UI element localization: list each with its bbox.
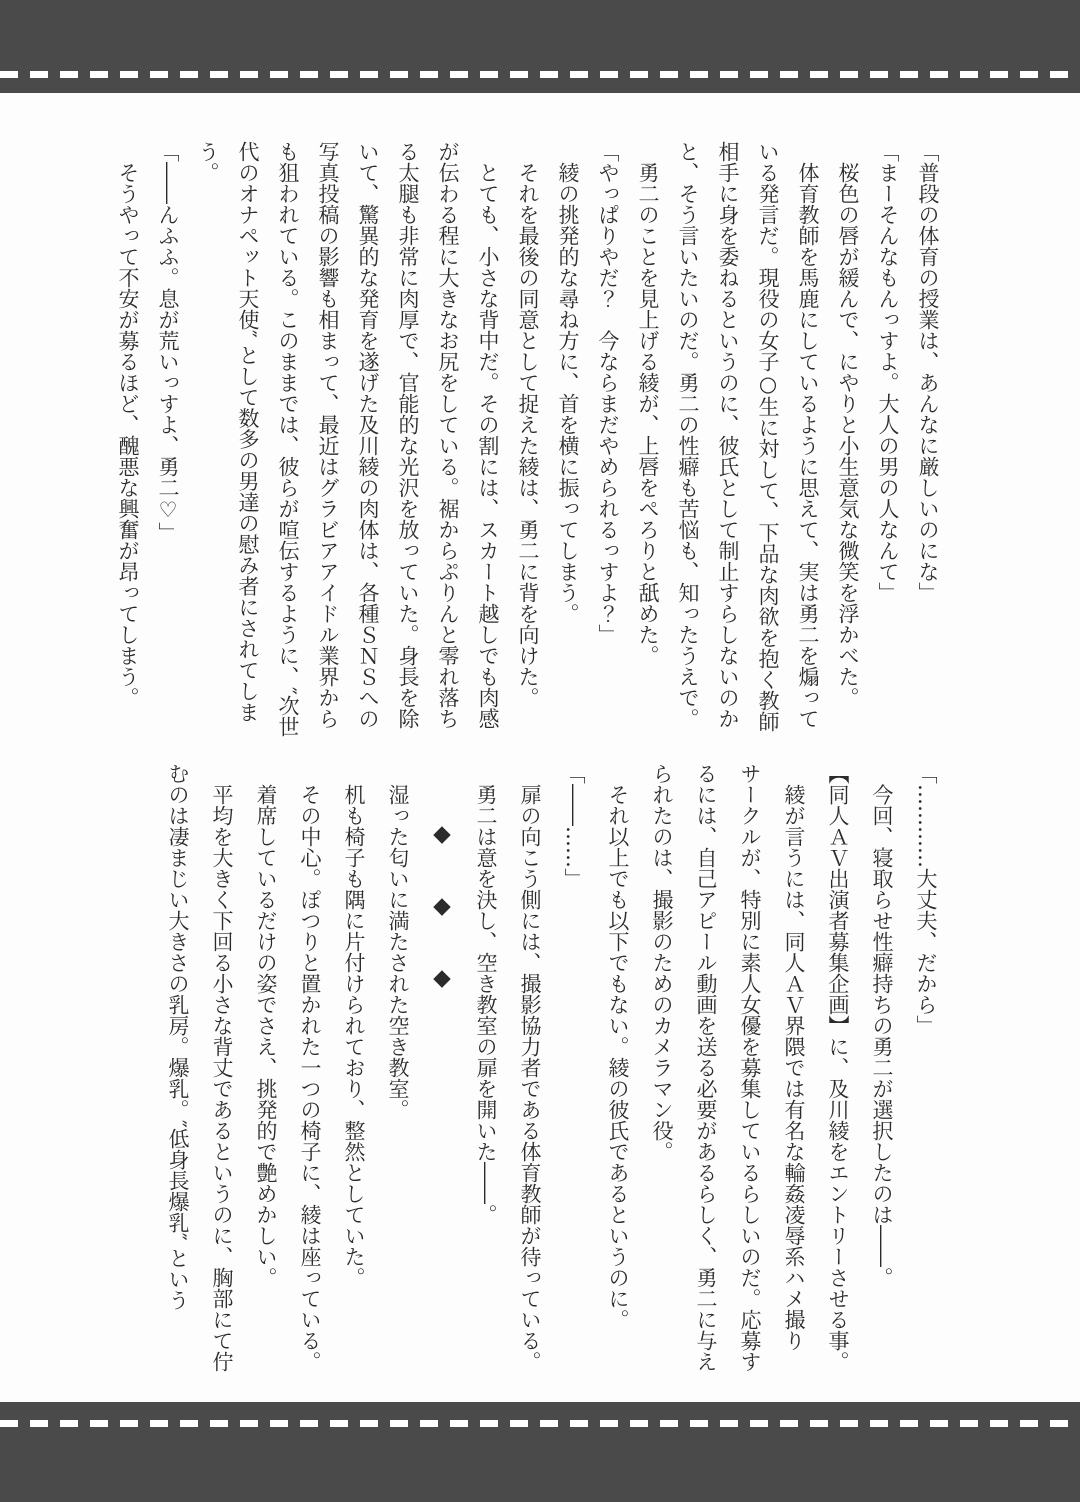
narrative-paragraph: それ以上でも以下でもない。綾の彼氏であるというのに。 xyxy=(606,784,630,1330)
narrative-paragraph: 机も椅子も隅に片付けられており、整然としていた。 xyxy=(342,784,366,1288)
narrative-paragraph: 綾が言うには、同人ＡＶ界隈では有名な輪姦凌辱系ハメ撮りサークルが、特別に素人女優を募集しているらしいのだ。応募するには、自己アピール動画を送る必要があるらしく、勇二に与えられたのは、撮影のためのカメラマン役。 xyxy=(650,763,806,1372)
narrative-paragraph: 湿った匂いに満たされた空き教室。 xyxy=(386,784,410,1120)
narrative-paragraph: その中心。ぽつりと置かれた一つの椅子に、綾は座っている。 xyxy=(298,784,322,1372)
dialogue-paragraph: 「――んふふ。息が荒いっすよ、勇二♡」 xyxy=(156,141,180,543)
bottom-border-bar xyxy=(0,1402,1080,1502)
top-border-bar xyxy=(0,0,1080,93)
top-dashed-line xyxy=(0,71,1080,78)
narrative-paragraph: 今回、寝取らせ性癖持ちの勇二が選択したのは――。 xyxy=(870,784,894,1288)
narrative-paragraph: 平均を大きく下回る小さな背丈であるというのに、胸部にて佇むのは凄まじい大きさの乳房。爆乳。″低身長爆乳″ という xyxy=(166,763,234,1372)
bottom-dashed-line xyxy=(0,1420,1080,1427)
dialogue-paragraph: 「やっぱりやだ？ 今ならまだやめられるっすよ？」 xyxy=(596,141,620,645)
dialogue-paragraph: 「まーそんなもんっすよ。大人の男の人なんて」 xyxy=(876,141,900,603)
dialogue-paragraph: 「…………大丈夫、だから」 xyxy=(914,763,938,1036)
narrative-paragraph: それを最後の同意として捉えた綾は、勇二に背を向けた。 xyxy=(516,162,540,708)
narrative-paragraph: 綾の挑発的な尋ね方に、首を横に振ってしまう。 xyxy=(556,162,580,624)
narrative-paragraph: そうやって不安が募るほど、醜悪な興奮が昂ってしまう。 xyxy=(116,162,140,708)
announcement-paragraph: 【同人ＡＶ出演者募集企画】に、及川綾をエントリーさせる事。 xyxy=(826,763,850,1372)
dialogue-paragraph: 「――……」 xyxy=(562,763,586,889)
narrative-paragraph: 勇二は意を決し、空き教室の扉を開いた――。 xyxy=(474,784,498,1225)
narrative-paragraph: 勇二のことを見上げる綾が、上唇をぺろりと舐めた。 xyxy=(636,162,660,666)
dialogue-paragraph: 「普段の体育の授業は、あんなに厳しいのにな」 xyxy=(916,141,940,603)
narrative-paragraph: 体育教師を馬鹿にしているように思えて、実は勇二を煽っている発言だ。現役の女子○生に対して、下品な肉欲を抱く教師相手に身を委ねるというのに、彼氏として制止すらしないのかと、そう言いたいのだ。勇二の性癖も苦悩も、知ったうえで。 xyxy=(676,141,820,732)
scene-divider: ◆ ◆ ◆ xyxy=(429,820,455,991)
narrative-paragraph: とても、小さな背中だ。その割には、スカート越しでも肉感が伝わる程に大きなお尻をしている。裾からぷりんと零れ落ちる太腿も非常に肉厚で、官能的な光沢を放っていた。身長を除いて、驚異的な発育を遂げた及川綾の肉体は、各種ＳＮＳへの写真投稿の影響も相まって、最近はグラビアアイドル業界からも狙われている。このままでは、彼らが喧伝するように、″次世代のオナペット天使″ として数多の男達の慰み者にされてしまう。 xyxy=(196,141,500,737)
narrative-paragraph: 扉の向こう側には、撮影協力者である体育教師が待っている。 xyxy=(518,784,542,1372)
lower-text-block xyxy=(156,763,948,1375)
narrative-paragraph: 着席しているだけの姿でさえ、挑発的で艶めかしい。 xyxy=(254,784,278,1288)
upper-text-block xyxy=(108,141,948,747)
narrative-paragraph: 桜色の唇が緩んで、にやりと小生意気な微笑を浮かべた。 xyxy=(836,162,860,708)
